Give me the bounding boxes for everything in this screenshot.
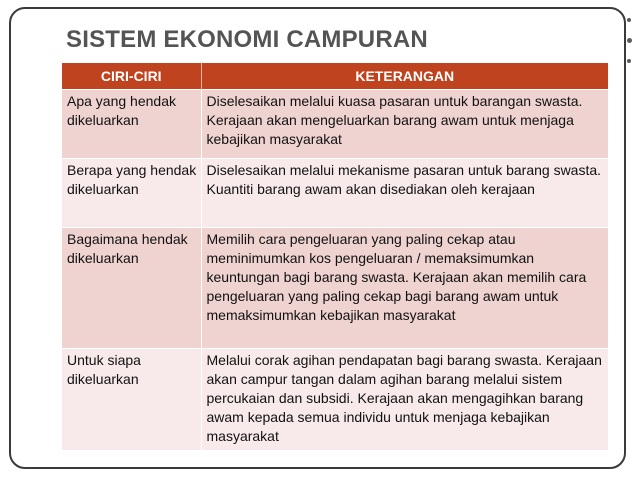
table-row	[62, 228, 608, 349]
slide-title: SISTEM EKONOMI CAMPURAN	[66, 26, 428, 53]
table-row	[62, 159, 608, 228]
header-keterangan: KETERANGAN	[201, 63, 608, 90]
cell-ciri: Bagaimana hendak dikeluarkan	[62, 228, 201, 349]
cell-keterangan: Diselesaikan melalui kuasa pasaran untuk barangan swasta. Kerajaan akan mengeluarkan barang awam untuk menjaga kebajikan masyarakat	[201, 90, 608, 159]
header-ciri: CIRI-CIRI	[62, 63, 201, 90]
decor-dot	[627, 38, 632, 43]
cell-keterangan: Diselesaikan melalui mekanisme pasaran untuk barang swasta. Kuantiti barang awam akan disediakan oleh kerajaan	[201, 159, 608, 228]
table-row	[62, 349, 608, 451]
side-decoration	[627, 18, 633, 79]
decor-dot	[627, 59, 631, 63]
cell-ciri: Berapa yang hendak dikeluarkan	[62, 159, 201, 228]
table-header-row	[62, 63, 608, 90]
cell-ciri: Apa yang hendak dikeluarkan	[62, 90, 201, 159]
decor-dot	[627, 18, 631, 22]
cell-keterangan: Memilih cara pengeluaran yang paling cekap atau meminimumkan kos pengeluaran / memaksimumkan keuntungan bagi barang swasta. Kerajaan akan memilih cara pengeluaran yang paling cekap bagi barang awam untuk memaksimumkan kebajikan masyarakat	[201, 228, 608, 349]
table-row	[62, 90, 608, 159]
cell-keterangan: Melalui corak agihan pendapatan bagi barang swasta. Kerajaan akan campur tangan dalam agihan barang melalui sistem percukaian dan subsidi. Kerajaan akan mengagihkan barang awam kepada semua individu untuk menjaga kebajikan masyarakat	[201, 349, 608, 451]
economy-table	[62, 63, 608, 450]
cell-ciri: Untuk siapa dikeluarkan	[62, 349, 201, 451]
